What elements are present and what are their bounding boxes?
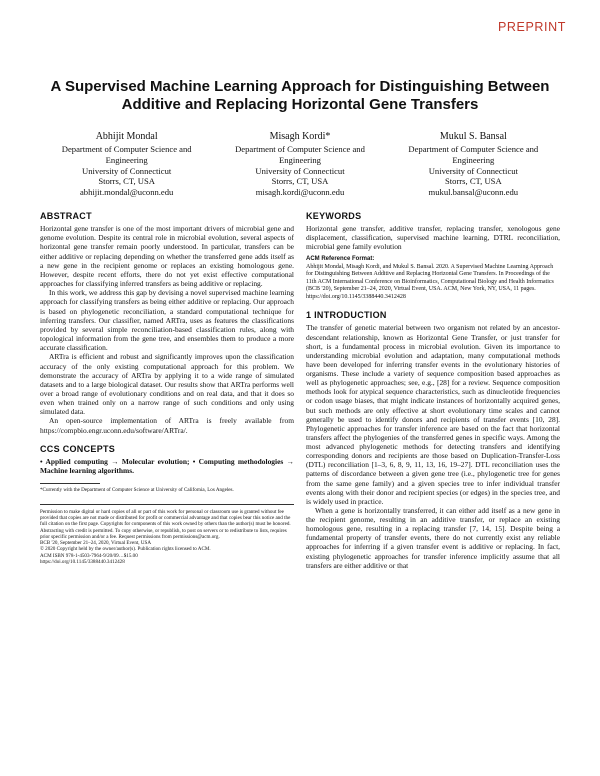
author-name: Abhijit Mondal xyxy=(95,131,158,142)
author-name: Misagh Kordi* xyxy=(269,131,331,142)
author-dept: Department of Computer Science and Engineering xyxy=(235,144,365,165)
introduction-paragraph: When a gene is horizontally transferred, it can either add itself as a new gene in the recipient genome, resulting in an additive transfer, or replace an existing homologous gene, resulting in a replacing transfer [7, 14, 15]. Despite being a fundamental property of transfer events, there do not currently exist any reliable approaches for inferring if a given transfer event is additive or replacing. In fact, existing phylogenetic approaches for transfer inference implicitly assume that all transfers are either additive or that xyxy=(306,505,560,570)
keywords-text: Horizontal gene transfer, additive transfer, replacing transfer, xenologous gene displacement, classification, supervised machine learning, DTRL reconciliation, microbial gene family evolution xyxy=(306,224,560,252)
paper-title: A Supervised Machine Learning Approach for Distinguishing Between Additive and Replacing Horizontal Gene Transfers xyxy=(50,78,550,113)
permissions-rule xyxy=(40,504,294,505)
ccs-concepts: • Applied computing → Molecular evolution; • Computing methodologies → Machine learning algorithms. xyxy=(40,456,294,476)
author-2 xyxy=(213,130,386,198)
author-email: mukul.bansal@uconn.edu xyxy=(428,187,519,198)
reference-format-heading: ACM Reference Format: xyxy=(306,255,375,262)
abstract-paragraph: An open-source implementation of ARTra is freely available from https://compbio.engr.uconn.edu/software/ARTra/. xyxy=(40,416,294,435)
author-3 xyxy=(387,130,560,198)
author-name: Mukul S. Bansal xyxy=(439,131,507,142)
author-univ: University of Connecticut xyxy=(255,165,345,176)
abstract-paragraph: Horizontal gene transfer is one of the most important drivers of microbial gene and genome evolution. Despite its central role in microbial evolution, several aspects of horizontal gene transfer remain poorly understood. In particular, transfers can be either additive or replacing depending on whether the transferred gene adds itself as a new gene in the recipient genome or replaces an existing homologous gene. However, despite recent efforts, there do not yet exist effective computational approaches for classifying inferred transfers as being additive or replacing. xyxy=(40,224,294,289)
author-1 xyxy=(40,130,213,198)
footnote: *Currently with the Department of Computer Science at University of California, Los Angeles. xyxy=(40,487,234,494)
doi-line: https://doi.org/10.1145/3388440.3412428 xyxy=(40,558,125,565)
author-dept: Department of Computer Science and Engineering xyxy=(61,144,192,165)
author-place: Storrs, CT, USA xyxy=(271,176,329,187)
preprint-banner: PREPRINT xyxy=(497,20,566,34)
author-univ: University of Connecticut xyxy=(428,165,518,176)
conference-line: BCB '20, September 21–24, 2020, Virtual Event, USA xyxy=(40,540,152,547)
reference-format-text: Abhijit Mondal, Misagh Kordi, and Mukul S. Bansal. 2020. A Supervised Machine Learning Approach for Distinguishing Between Additive and Replacing Horizontal Gene Transfers. In Proceedings of the 11th ACM International Conference on Bioinformatics, Computational Biology and Health Informatics (BCB '20), September 21–24, 2020, Virtual Event, USA. ACM, New York, NY, USA, 11 pages. https://doi.org/10.1145/3388440.3412428 xyxy=(306,263,554,300)
isbn-line: ACM ISBN 978-1-4503-7964-9/20/09…$15.00 xyxy=(40,552,138,559)
author-block xyxy=(40,130,560,198)
author-place: Storrs, CT, USA xyxy=(98,176,155,187)
copyright-line: © 2020 Copyright held by the owner/author(s). Publication rights licensed to ACM. xyxy=(40,546,211,553)
permissions-notice: Permission to make digital or hard copies of all or part of this work for personal or classroom use is granted without fee provided that copies are not made or distributed for profit or commercial advantage and that copies bear this notice and the full citation on the first page. Copyrights for components of this work owned by others than the author(s) must be honored. Abstracting with credit is permitted. To copy otherwise, or republish, to post on servers or to redistribute to lists, requires prior specific permission and/or a fee. Request permissions from permissions@acm.org. xyxy=(40,508,291,540)
author-place: Storrs, CT, USA xyxy=(444,176,502,187)
introduction-heading: 1 INTRODUCTION xyxy=(306,310,387,321)
author-email: abhijit.mondal@uconn.edu xyxy=(79,187,174,198)
abstract-paragraph: ARTra is efficient and robust and significantly improves upon the classification accuracy of the only existing computational approach for this problem. We demonstrate the accuracy of ARTra by applying it to a wide range of simulated datasets and to a large biological dataset. Our results show that ARTra performs well over a broad range of evolutionary conditions and on real data, and that it does so even when trained only on a narrow range of such conditions and only using simulated data. xyxy=(40,352,294,417)
abstract-heading: ABSTRACT xyxy=(40,211,92,221)
left-column xyxy=(40,212,294,565)
footnote-rule xyxy=(40,483,100,484)
keywords-heading: KEYWORDS xyxy=(306,211,362,221)
author-univ: University of Connecticut xyxy=(82,165,172,176)
author-email: misagh.kordi@uconn.edu xyxy=(255,187,345,198)
ccs-heading: CCS CONCEPTS xyxy=(40,443,116,454)
abstract-paragraph: In this work, we address this gap by devising a novel supervised machine learning approach for classifying transfers as being either additive or replacing. Our approach is based on phylogenetic reconciliation, a standard computational technique for inferring transfers. Our classifier, named ARTra, uses as features the classifications provided by several simple reconciliation-based classification rules, along with topological information from the gene tree, and ensembles them to produce a more accurate classification. xyxy=(40,288,294,353)
right-column xyxy=(306,212,560,570)
author-dept: Department of Computer Science and Engineering xyxy=(408,144,539,165)
introduction-paragraph: The transfer of genetic material between two organism not related by an ancestor-descendant relationship, known as Horizontal Gene Transfer, or just transfer for short, is a fundamental process in microbial evolution. Given its importance to understanding microbial evolution and adaptation, many computational methods have been developed for inferring transfer events in the evolutionary histories of organisms. These include a variety of sequence composition based approaches as well as phylogenetic approaches; see, e.g., [28] for a review. Sequence composition methods look for atypical sequence characteristics, such as dinucleotide frequencies or codon usage biases, that might indicate instances of horizontally acquired genes, but such methods are only effective at short evolutionary time scales and cannot generally be used to identify donors and recipients of transfer events [10, 28]. Phylogenetic approaches for transfer inference are based on the fact that horizontal transfers affect the phylogenies of the transferred genes in specific ways. Among the most advanced phylogenetic methods for detecting transfers and identifying corresponding donors and recipients are those based on Duplication-Transfer-Loss (DTL) reconciliation [1–3, 6, 8, 9, 11, 13, 16, 19–27]. DTL reconciliation uses the patterns of discordance between a given gene tree (i.e., phylogenetic tree for genes from the same gene family) and a given species tree to infer individual transfer events along with their donor and recipient species (or edges) in the species tree, and is widely used in practice. xyxy=(306,323,560,506)
